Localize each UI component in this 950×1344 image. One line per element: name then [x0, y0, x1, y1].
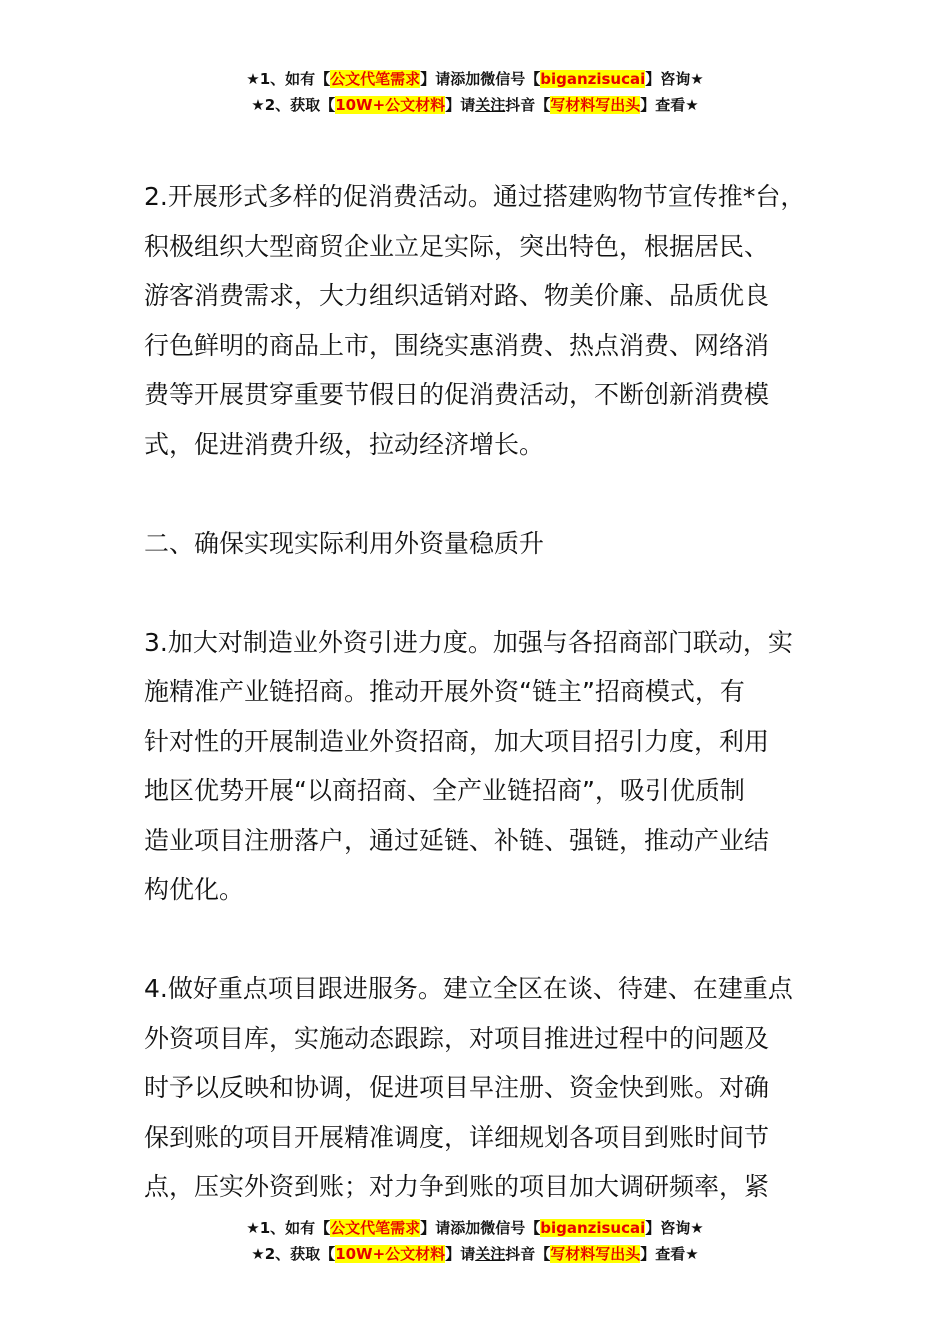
banner-text: 】请 [445, 1245, 476, 1263]
banner-highlight: 写材料写出头 [550, 96, 641, 114]
banner-text: ★1、如有【 [246, 70, 331, 88]
text-line: 费等开展贯穿重要节假日的促消费活动，不断创新消费模 [144, 380, 770, 409]
text-line: 积极组织大型商贸企业立足实际，突出特色，根据居民、 [144, 231, 770, 261]
text-line: 点，压实外资到账；对力争到账的项目加大调研频率，紧 [144, 1172, 770, 1201]
banner-text: 】请添加微信号【 [420, 70, 541, 88]
text-line: 3.加大对制造业外资引进力度。加强与各招商部门联动，实 [144, 627, 793, 657]
text-line: 时予以反映和协调，促进项目早注册、资金快到账。对确 [144, 1073, 770, 1102]
banner-text: 】查看★ [640, 1245, 699, 1263]
footer-banner [0, 1215, 950, 1267]
banner-text: 】咨询★ [645, 70, 704, 88]
banner-text: 】请 [445, 96, 476, 114]
paragraph-2 [144, 172, 824, 469]
banner-line-1 [0, 66, 950, 92]
text-line: 保到账的项目开展精准调度，详细规划各项目到账时间节 [144, 1122, 770, 1152]
banner-highlight: 10W+公文材料 [335, 96, 446, 114]
text-line: 构优化。 [144, 875, 245, 904]
text-line: 2.开展形式多样的促消费活动。通过搭建购物节宣传推*台， [144, 182, 806, 211]
banner-text: 抖音【 [505, 1245, 551, 1263]
banner-highlight: biganzisucai [540, 1219, 646, 1237]
banner-underline: 关注 [475, 1245, 506, 1263]
section-heading: 二、确保实现实际利用外资量稳质升 [144, 528, 545, 558]
text-line: 造业项目注册落户，通过延链、补链、强链，推动产业结 [144, 825, 770, 855]
banner-highlight: 写材料写出头 [550, 1245, 641, 1263]
paragraph-3 [144, 618, 824, 915]
banner-text: 】查看★ [640, 96, 699, 114]
header-banner [0, 66, 950, 118]
text-line: 地区优势开展“以商招商、全产业链招商”，吸引优质制 [144, 776, 745, 805]
banner-highlight: biganzisucai [540, 70, 646, 88]
banner-line-2 [0, 1241, 950, 1267]
banner-text: ★2、获取【 [251, 1245, 336, 1263]
text-line: 游客消费需求，大力组织适销对路、物美价廉、品质优良 [144, 281, 770, 310]
banner-underline: 关注 [475, 96, 506, 114]
document-body [144, 172, 824, 1261]
text-line: 针对性的开展制造业外资招商，加大项目招引力度，利用 [144, 726, 770, 756]
banner-highlight: 公文代笔需求 [330, 1219, 421, 1237]
banner-text: ★1、如有【 [246, 1219, 331, 1237]
banner-text: ★2、获取【 [251, 96, 336, 114]
banner-highlight: 10W+公文材料 [335, 1245, 446, 1263]
text-line: 4.做好重点项目跟进服务。建立全区在谈、待建、在建重点 [144, 974, 793, 1003]
banner-line-2 [0, 92, 950, 118]
paragraph-4 [144, 964, 824, 1212]
banner-text: 】咨询★ [645, 1219, 704, 1237]
banner-text: 抖音【 [505, 96, 551, 114]
banner-text: 】请添加微信号【 [420, 1219, 541, 1237]
text-line: 外资项目库，实施动态跟踪，对项目推进过程中的问题及 [144, 1023, 770, 1053]
banner-line-1 [0, 1215, 950, 1241]
text-line: 行色鲜明的商品上市，围绕实惠消费、热点消费、网络消 [144, 330, 770, 360]
text-line: 施精准产业链招商。推动开展外资“链主”招商模式，有 [144, 677, 745, 706]
text-line: 式，促进消费升级，拉动经济增长。 [144, 429, 545, 459]
banner-highlight: 公文代笔需求 [330, 70, 421, 88]
